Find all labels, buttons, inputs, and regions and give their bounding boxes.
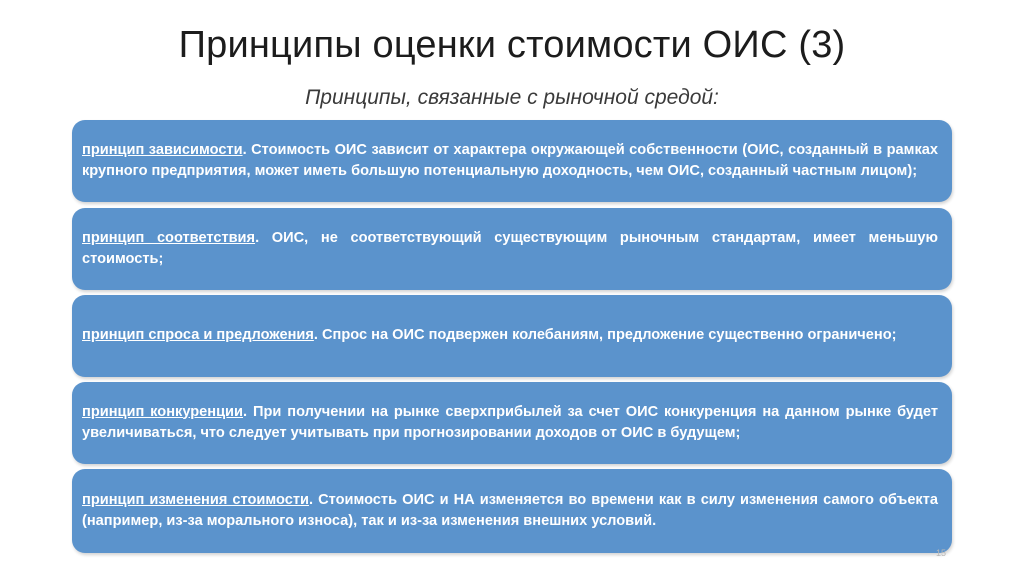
principle-box-dependence: [72, 120, 952, 202]
principle-text: . ОИС, не соответствующий существующим рыночным стандартам, имеет меньшую стоимость;: [82, 229, 938, 267]
principle-text: . При получении на рынке сверхприбылей за счет ОИС конкуренция на данном рынке будет увеличиваться, что следует учитывать при прогнозировании доходов от ОИС в будущем;: [82, 403, 939, 441]
principle-term: принцип конкуренции: [82, 403, 244, 420]
principle-paragraph: [82, 490, 938, 533]
principle-box-competition: [72, 382, 952, 464]
principle-paragraph: [82, 325, 938, 347]
principle-box-supply-demand: [72, 295, 952, 377]
principle-paragraph: [82, 228, 938, 271]
principle-text: . Спрос на ОИС подвержен колебаниям, предложение существенно ограничено;: [313, 327, 897, 344]
principle-term: принцип спроса и предложения: [82, 327, 314, 344]
slide-subtitle: Принципы, связанные с рыночной средой:: [305, 86, 719, 109]
principle-paragraph: [82, 140, 938, 183]
principle-box-conformity: [72, 208, 952, 290]
principle-box-value-change: [72, 469, 952, 553]
principle-term: принцип соответствия: [82, 229, 256, 246]
page-number: 15: [935, 548, 946, 558]
principle-paragraph: [82, 402, 938, 445]
principle-text: . Стоимость ОИС и НА изменяется во времени как в силу изменения самого объекта (например, из-за морального износа), так и из-за изменения внешних условий.: [82, 491, 939, 529]
slide-title: Принципы оценки стоимости ОИС (3): [178, 24, 846, 66]
principle-term: принцип зависимости: [82, 141, 243, 158]
principle-term: принцип изменения стоимости: [82, 491, 309, 508]
principle-text: . Стоимость ОИС зависит от характера окружающей собственности (ОИС, созданный в рамках крупного предприятия, может иметь большую потенциальную доходность, чем ОИС, созданный частным лицом);: [82, 141, 938, 179]
